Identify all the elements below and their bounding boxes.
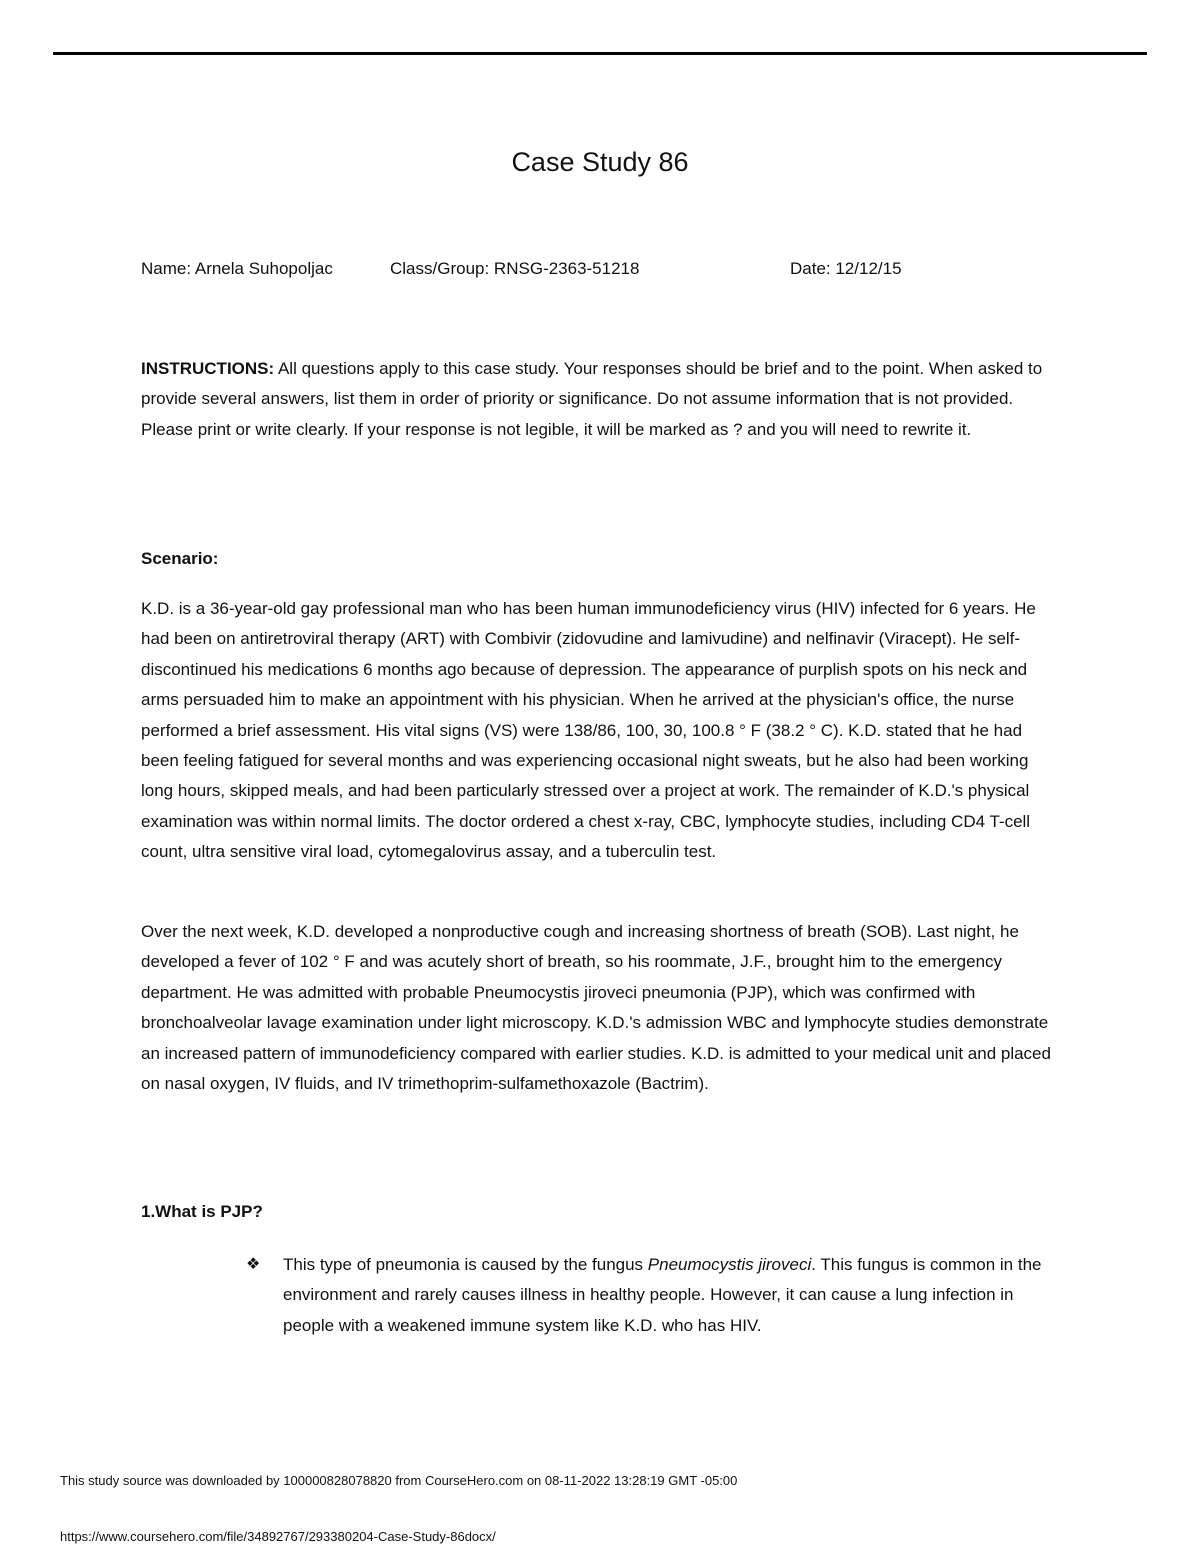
student-name: Name: Arnela Suhopoljac [141,259,333,278]
question-1-heading: 1.What is PJP? [141,1202,263,1221]
page-title: Case Study 86 [511,147,689,177]
answer-text-end: . This fungus is common in the environment and rarely causes illness in healthy people. However, it can cause a lung infection in people with a weakened immune system like K.D. who has HIV. [283,1255,1042,1335]
top-horizontal-rule [53,52,1147,55]
footer-source-line: This study source was downloaded by 100000828078820 from CourseHero.com on 08-11-2022 13:28:19 GMT -05:00 [60,1473,738,1488]
diamond-bullet-icon: ❖ [246,1256,261,1273]
scenario-paragraph-1: K.D. is a 36-year-old gay professional man who has been human immunodeficiency virus (HIV) infected for 6 years. He had been on antiretroviral therapy (ART) with Combivir (zidovudine and lamivudine) and nelfinavir (Viracept). He self-discontinued his medications 6 months ago because of depression. The appearance of purplish spots on his neck and arms persuaded him to make an appointment with his physician. When he arrived at the physician's office, the nurse performed a brief assessment. His vital signs (VS) were 138/86, 100, 30, 100.8 ° F (38.2 ° C). K.D. stated that he had been feeling fatigued for several months and was experiencing occasional night sweats, but he also had been working long hours, skipped meals, and had been particularly stressed over a project at work. The remainder of K.D.'s physical examination was within normal limits. The doctor ordered a chest x-ray, CBC, lymphocyte studies, including CD4 T-cell count, ultra sensitive viral load, cytomegalovirus assay, and a tuberculin test. [141,599,1036,862]
footer-url[interactable]: https://www.coursehero.com/file/34892767/293380204-Case-Study-86docx/ [60,1529,496,1544]
scenario-paragraph-2: Over the next week, K.D. developed a nonproductive cough and increasing shortness of breath (SOB). Last night, he developed a fever of 102 ° F and was acutely short of breath, so his roommate, J.F., brought him to the emergency department. He was admitted with probable Pneumocystis jiroveci pneumonia (PJP), which was confirmed with bronchoalveolar lavage examination under light microscopy. K.D.'s admission WBC and lymphocyte studies demonstrate an increased pattern of immunodeficiency compared with earlier studies. K.D. is admitted to your medical unit and placed on nasal oxygen, IV fluids, and IV trimethoprim-sulfamethoxazole (Bactrim). [141,922,1051,1094]
instructions-text: All questions apply to this case study. Your responses should be brief and to the point. When asked to provide several answers, list them in order of priority or significance. Do not assume information that is not provided. Please print or write clearly. If your response is not legible, it will be marked as ? and you will need to rewrite it. [141,359,1043,439]
document-date: Date: 12/12/15 [790,259,902,278]
answer-organism-name: Pneumocystis jiroveci [647,1255,812,1274]
scenario-heading: Scenario: [141,549,219,568]
question-1-answer [246,1250,1056,1341]
instructions-label: INSTRUCTIONS: [141,359,275,378]
answer-text-start: This type of pneumonia is caused by the fungus [283,1255,648,1274]
class-group: Class/Group: RNSG-2363-51218 [390,259,640,278]
answer-text [283,1250,1056,1341]
instructions-paragraph [141,354,1061,445]
